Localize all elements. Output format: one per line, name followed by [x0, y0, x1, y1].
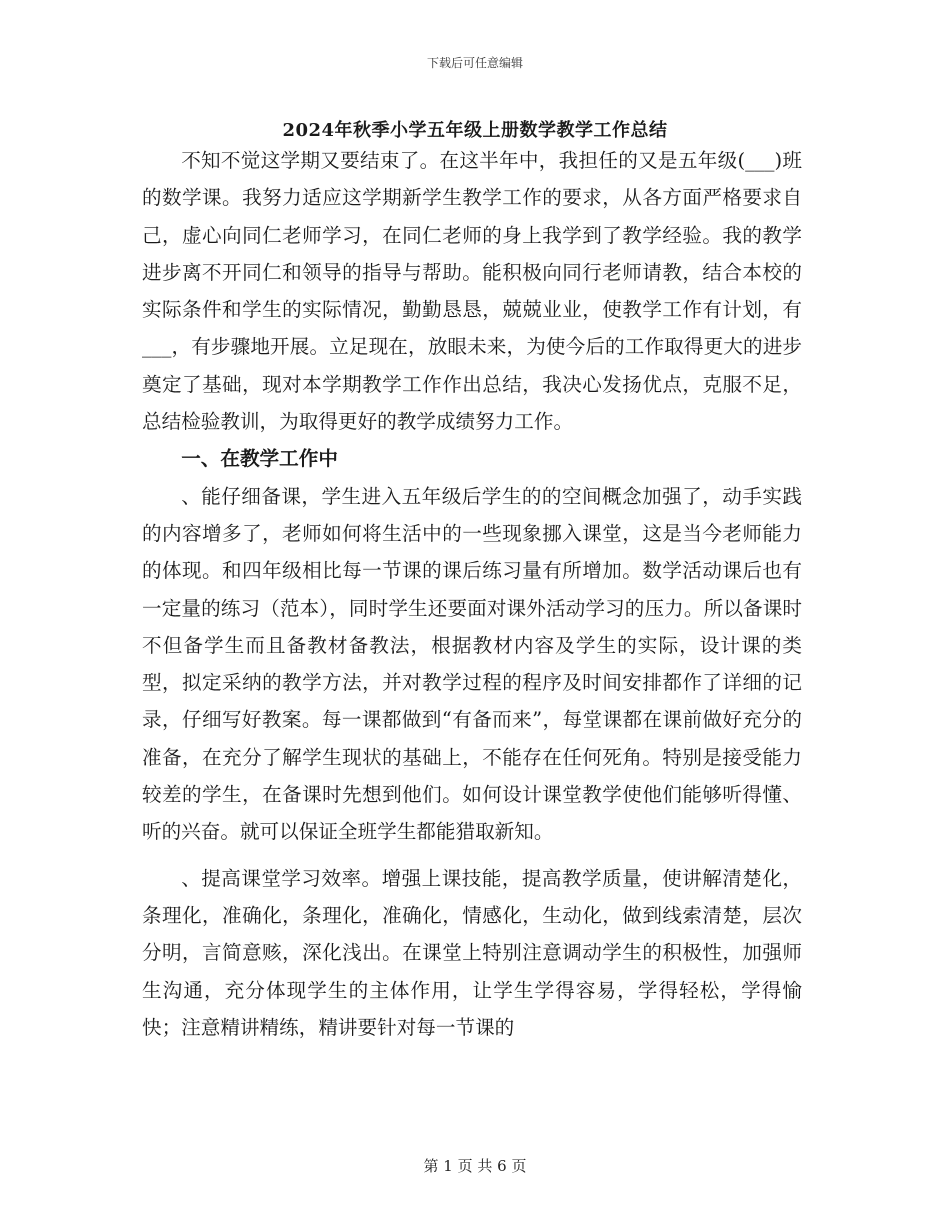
document-body [142, 142, 802, 1046]
section-paragraph-2: 、提高课堂学习效率。增强上课技能，提高教学质量，使讲解清楚化，条理化，准确化，条理化，准确化，情感化，生动化，做到线索清楚，层次分明，言简意赅，深化浅出。在课堂上特别注意调动学生的积极性，加强师生沟通，充分体现学生的主体作用，让学生学得容易，学得轻松，学得愉快；注意精讲精练，精讲要针对每一节课的 [142, 866, 802, 1039]
section-paragraph-1: 、能仔细备课，学生进入五年级后学生的的空间概念加强了，动手实践的内容增多了，老师如何将生活中的一些现象挪入课堂，这是当今老师能力的体现。和四年级相比每一节课的课后练习量有所增加。数学活动课后也有一定量的练习（范本），同时学生还要面对课外活动学习的压力。所以备课时不但备学生而且备教材备教法，根据教材内容及学生的实际，设计课的类型，拟定采纳的教学方法，并对教学过程的程序及时间安排都作了详细的记录，仔细写好教案。每一课都做到“有备而来”，每堂课都在课前做好充分的准备，在充分了解学生现状的基础上，不能存在任何死角。特别是接受能力较差的学生，在备课时先想到他们。如何设计课堂教学使他们能够听得懂、听的兴奋。就可以保证全班学生都能猎取新知。 [142, 484, 802, 844]
paragraph-spacer [142, 851, 802, 860]
document-title: 2024年秋季小学五年级上册数学教学工作总结 [282, 120, 668, 141]
header-note: 下载后可任意编辑 [426, 56, 523, 70]
intro-paragraph: 不知不觉这学期又要结束了。在这半年中，我担任的又是五年级(___)班的数学课。我努力适应这学期新学生教学工作的要求，从各方面严格要求自己，虚心向同仁老师学习，在同仁老师的身上我学到了教学经验。我的教学进步离不开同仁和领导的指导与帮助。能积极向同行老师请教，结合本校的实际条件和学生的实际情况，勤勤恳恳，兢兢业业，使教学工作有计划，有___，有步骤地开展。立足现在，放眼未来，为使今后的工作取得更大的进步奠定了基础，现对本学期教学工作作出总结，我决心发扬优点，克服不足，总结检验教训，为取得更好的教学成绩努力工作。 [142, 149, 802, 434]
page-number: 第 1 页 共 6 页 [423, 1157, 527, 1175]
section-heading: 一、在教学工作中 [181, 447, 338, 471]
